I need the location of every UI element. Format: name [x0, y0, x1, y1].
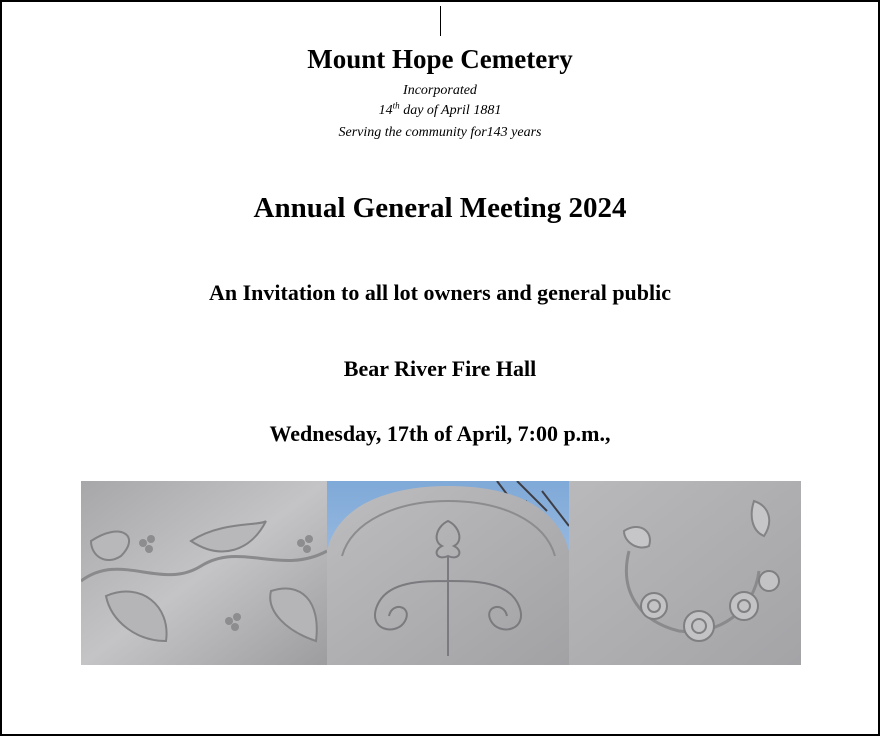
datetime-line: Wednesday, 17th of April, 7:00 p.m.,	[269, 421, 611, 446]
carved-rose-wreath-gravestone-image	[569, 481, 801, 665]
location-line: Bear River Fire Hall	[343, 356, 537, 381]
carved-scroll-gravestone-image	[327, 481, 569, 665]
meeting-title: Annual General Meeting 2024	[253, 192, 627, 224]
serving-line: Serving the community for143 years	[338, 125, 542, 140]
gravestone-photo-strip	[81, 481, 801, 665]
text-cursor	[440, 6, 441, 36]
document-title: Mount Hope Cemetery	[307, 44, 573, 74]
invitation-line: An Invitation to all lot owners and general public	[208, 280, 672, 305]
incorporation-date: 14th day of April 1881	[378, 100, 502, 118]
carved-leaves-gravestone-image	[81, 481, 327, 665]
incorporated-label: Incorporated	[403, 83, 477, 98]
